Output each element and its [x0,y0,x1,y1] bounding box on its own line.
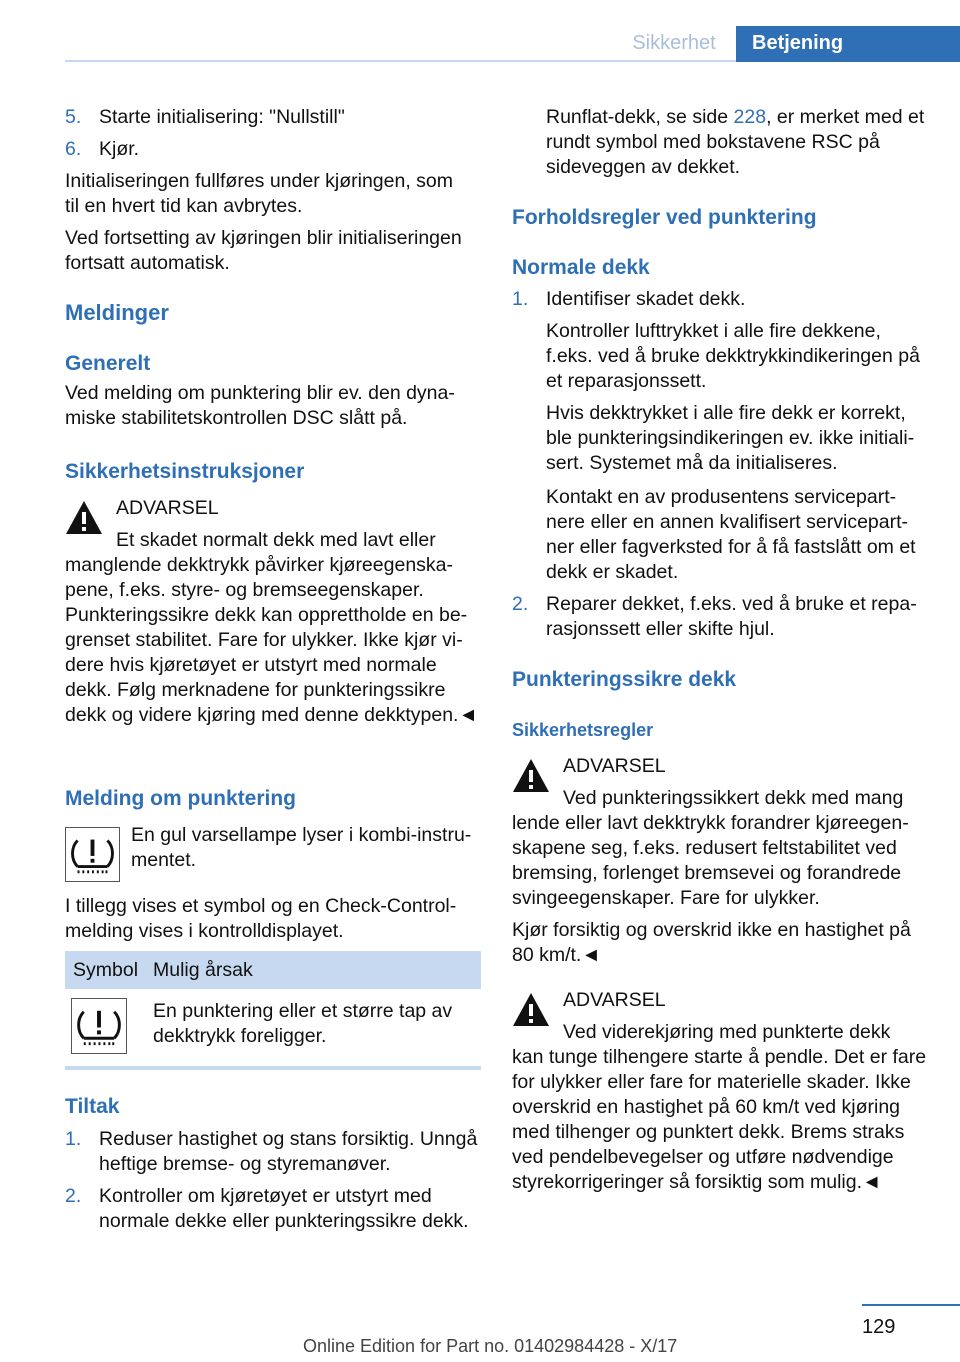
heading-sikkerhetsregler: Sikkerhetsregler [512,720,654,740]
heading-normale-dekk: Normale dekk [512,256,650,279]
warning-text: manglende dekktrykk påvirker kjøreegenskapene, f.eks. styre- og bremseegenskaper. Punkteringssikre dekk kan opprettholde en begrenset stabilitet. Fare for ulykker. Ikke kjør videre hvis kjøretøyet er utstyrt med normale dekk. Følg merknadene for punkteringssikre dekk og videre kjøring med denne dekktypen.◄ [65,554,478,726]
paragraph: Initialiseringen fullføres under kjøringen, som til en hvert tid kan avbrytes. [65,170,454,217]
heading-punkteringssikre-dekk: Punkteringssikre dekk [512,668,737,691]
heading-generelt: Generelt [65,352,151,375]
column-header-cause: Mulig årsak [141,951,481,989]
tab-betjening[interactable]: Betjening [736,26,960,62]
paragraph: Hvis dekktrykket i alle fire dekk er korrekt, ble punkteringsindikeringen ev. ikke initialisert. Systemet må da initialiseres. [546,402,915,474]
paragraph: Kontakt en av produsentens servicepartnere eller en annen kvalifisert servicepartner eller fagverksted for å få fastslått om et dekk er skadet. [546,486,916,583]
warning-title: ADVARSEL [563,989,666,1011]
heading-tiltak: Tiltak [65,1095,120,1118]
warning-triangle-icon [65,500,103,535]
symbol-table [65,951,481,989]
text: , er merket med et rundt symbol med bokstavene RSC på sideveggen av dekket. [546,106,925,178]
tire-pressure-warning-icon [65,827,120,882]
edition-footer: Online Edition for Part no. 01402984428 - X/17 [303,1336,678,1356]
warning-text: lende eller lavt dekktrykk forandrer kjøreegenskapene seg, f.eks. redusert feltstabilitet ved bremsing, forlenget bremsevei og forandrede svingeegenskaper. Fare for ulykker. [512,812,909,909]
column-header-symbol: Symbol [65,951,141,989]
page-number: 129 [862,1316,896,1338]
warning-text: Et skadet normalt dekk med lavt eller [116,529,436,551]
warning-triangle-icon [512,758,550,793]
list-number: 2. [512,593,529,615]
paragraph: I tillegg vises et symbol og en Check-Control-melding vises i kontrolldisplayet. [65,895,457,942]
warning-triangle-icon [512,992,550,1027]
list-text: Kontroller om kjøretøyet er utstyrt med normale dekke eller punkteringssikre dekk. [99,1185,469,1232]
list-number: 2. [65,1185,82,1207]
warning-text: Ved viderekjøring med punkterte dekk [563,1021,891,1043]
paragraph [546,105,928,180]
list-text: Reparer dekket, f.eks. ved å bruke et reparasjonssett eller skifte hjul. [546,593,917,640]
warning-title: ADVARSEL [563,755,666,777]
list-number: 6. [65,138,82,160]
table-cell-cause: En punktering eller et større tap av dekktrykk foreligger. [153,1000,453,1047]
list-text: Starte initialisering: "Nullstill" [99,106,345,128]
list-number: 5. [65,106,82,128]
list-text: Identifiser skadet dekk. [546,288,746,310]
warning-text: kan tunge tilhengere starte å pendle. Det er fare for ulykker eller fare for materielle skader. Ikke overskrid en hastighet på 60 km/t ved kjøring med tilhenger og punktert dekk. Brems straks ved pendelbevegelser og utføre nødvendige styrekorrigeringer så forsiktig som mulig.◄ [512,1046,927,1193]
heading-forholdsregler: Forholdsregler ved punktering [512,206,817,229]
lamp-description: En gul varsellampe lyser i kombi-instrumentet. [131,824,472,871]
table-bottom-rule [65,1066,481,1070]
warning-text: Ved punkteringssikkert dekk med mang [563,787,904,809]
heading-sikkerhetsinstruksjoner: Sikkerhetsinstruksjoner [65,460,305,483]
page-link[interactable]: 228 [733,106,767,128]
paragraph: Ved melding om punktering blir ev. den dynamiske stabilitetskontrollen DSC slått på. [65,382,455,429]
footer-rule [862,1304,960,1306]
text: Runflat-dekk, se side [546,106,734,128]
list-text: Reduser hastighet og stans forsiktig. Unngå heftige bremse- og styremanøver. [99,1128,478,1175]
list-number: 1. [65,1128,82,1150]
list-text: Kjør. [99,138,140,160]
tire-pressure-warning-icon [71,998,127,1054]
paragraph: Kontroller lufttrykket i alle fire dekkene, f.eks. ved å bruke dekktrykkindikeringen på et reparasjonssett. [546,320,920,392]
heading-meldinger: Meldinger [65,300,169,325]
paragraph: Kjør forsiktig og overskrid ikke en hastighet på 80 km/t.◄ [512,919,911,966]
heading-melding-om-punktering: Melding om punktering [65,787,296,810]
warning-title: ADVARSEL [116,497,219,519]
paragraph: Ved fortsetting av kjøringen blir initialiseringen fortsatt automatisk. [65,227,462,274]
tab-sikkerhet[interactable]: Sikkerhet [632,32,716,54]
list-number: 1. [512,288,529,310]
